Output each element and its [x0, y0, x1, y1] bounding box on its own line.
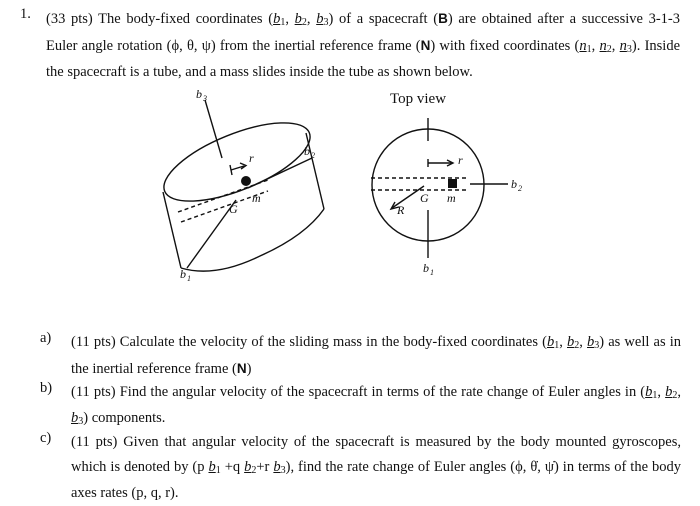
part-b-tag: b) [40, 380, 53, 396]
problem-number: 1. [20, 6, 31, 22]
part-c-text: (11 pts) Given that angular velocity of the spacecraft is measured by the body mounted gyroscopes, which is denoted by (p b1 +q b2+r b3), find the rate change of Euler angles (ϕ, θ̇, ψ̇) in terms of the body axes rates (p, q, r). [71, 434, 681, 501]
r-arrow-tail [230, 165, 232, 175]
label-G: G [229, 202, 238, 216]
top-view-label-R: R [397, 203, 405, 217]
svg-text:1: 1 [187, 274, 191, 283]
label-r: r [249, 151, 254, 165]
sliding-mass [241, 176, 251, 186]
label-b1: b [180, 267, 186, 281]
part-a-text: (11 pts) Calculate the velocity of the sliding mass in the body-fixed coordinates (b1, b2, b3) as well as in the inertial reference frame (N) [71, 334, 682, 377]
cylinder-top-ellipse [154, 107, 320, 217]
problem-statement: (33 pts) The body-fixed coordinates (b1, b2, b3) of a spacecraft (B) are obtained after a successive 3-1-3 Euler angle rotation (ϕ, θ, ψ) from the inertial reference frame (N) with fixed coordinates (n1, n2, n3). Inside the spacecraft is a tube, and a mass slides inside the tube as shown below. [46, 11, 681, 80]
part-c-tag: c) [40, 430, 52, 446]
cylinder-side-view [154, 100, 324, 271]
top-view-label-b2: b [511, 177, 517, 191]
label-m: m [252, 191, 261, 205]
cylinder-bottom-arc [181, 209, 324, 271]
svg-text:1: 1 [430, 268, 434, 277]
top-view-label-m: m [447, 191, 456, 205]
part-a-tag: a) [40, 330, 52, 346]
svg-text:2: 2 [518, 184, 522, 193]
top-view-label-b1: b [423, 261, 429, 275]
intro-text: (33 pts) The body-fixed coordinates ( [46, 11, 274, 27]
top-view-label: Top view [390, 91, 447, 107]
top-view-mass [448, 179, 457, 188]
top-view-label-G: G [420, 191, 429, 205]
b3-axis [205, 100, 222, 158]
svg-text:3: 3 [203, 94, 207, 103]
part-b-text: (11 pts) Find the angular velocity of the spacecraft in terms of the rate change of Euler angles in (b1, b2, b3) components. [71, 384, 681, 427]
top-view-diagram [371, 118, 508, 258]
top-view-label-r: r [458, 153, 463, 167]
svg-text:2: 2 [311, 151, 315, 160]
cylinder-left-edge [163, 192, 181, 268]
label-b2: b [304, 144, 310, 158]
label-b3: b [196, 87, 202, 101]
